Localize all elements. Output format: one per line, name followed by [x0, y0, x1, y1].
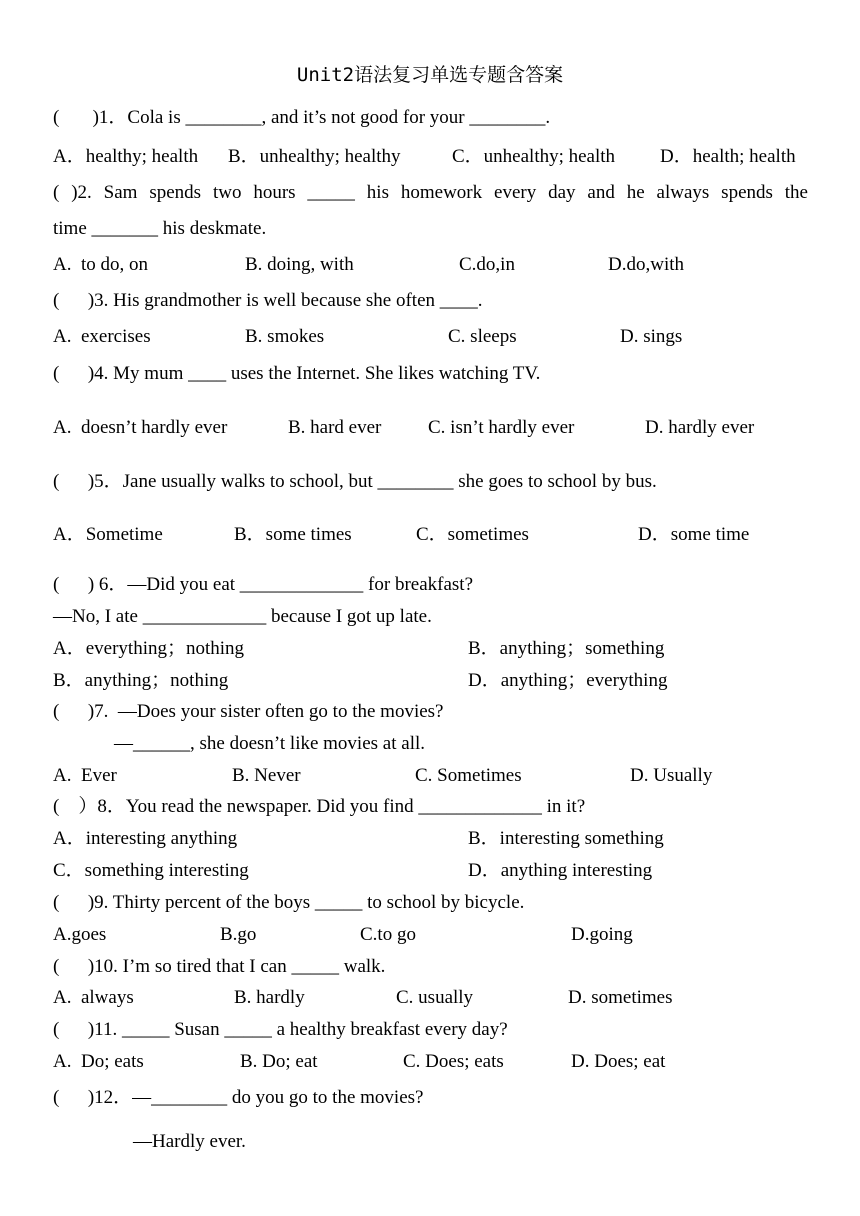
question-4-stem: ( )4. My mum ____ uses the Internet. She likes watching TV. [53, 363, 541, 384]
question-4-option-d: D. hardly ever [645, 417, 755, 438]
question-7-stem-line-2: —______, she doesn’t like movies at all. [114, 733, 425, 754]
question-4-option-b: B. hard ever [288, 417, 382, 438]
question-2-option-d: D.do,with [608, 254, 684, 275]
question-8-option-d: D．anything interesting [468, 860, 653, 881]
question-1-option-b: B．unhealthy; healthy [228, 146, 401, 167]
question-6-stem-line-2: —No, I ate _____________ because I got up late. [53, 606, 432, 627]
question-6-option-b: B．anything；something [468, 638, 665, 659]
question-9-option-b: B.go [220, 924, 257, 945]
question-2-option-c: C.do,in [459, 254, 515, 275]
question-9-stem: ( )9. Thirty percent of the boys _____ to school by bicycle. [53, 892, 525, 913]
question-7-option-c: C. Sometimes [415, 765, 522, 786]
question-8-option-c: C．something interesting [53, 860, 249, 881]
question-11-option-a: A. Do; eats [53, 1051, 144, 1072]
question-3-option-c: C. sleeps [448, 326, 517, 347]
question-11-option-d: D. Does; eat [571, 1051, 666, 1072]
question-4-option-a: A. doesn’t hardly ever [53, 417, 228, 438]
question-11-option-c: C. Does; eats [403, 1051, 504, 1072]
question-2-stem-line-2: time _______ his deskmate. [53, 218, 267, 239]
question-3-option-b: B. smokes [245, 326, 325, 347]
question-9-option-c: C.to go [360, 924, 416, 945]
question-9-option-a: A.goes [53, 924, 107, 945]
question-5-option-b: B．some times [234, 524, 352, 545]
question-9-option-d: D.going [571, 924, 633, 945]
question-4-option-c: C. isn’t hardly ever [428, 417, 575, 438]
question-7-stem-line-1: ( )7. —Does your sister often go to the movies? [53, 701, 444, 722]
question-1-option-c: C．unhealthy; health [452, 146, 616, 167]
question-8-stem: ( ）8．You read the newspaper. Did you find _____________ in it? [53, 796, 586, 817]
page-title: Unit2语法复习单选专题含答案 [296, 64, 564, 86]
question-5-option-a: A．Sometime [53, 524, 163, 545]
question-10-stem: ( )10. I’m so tired that I can _____ walk. [53, 956, 386, 977]
question-11-stem: ( )11. _____ Susan _____ a healthy breakfast every day? [53, 1019, 508, 1040]
question-5-stem: ( )5．Jane usually walks to school, but ________ she goes to school by bus. [53, 471, 657, 492]
question-2-option-a: A. to do, on [53, 254, 148, 275]
question-10-option-d: D. sometimes [568, 987, 673, 1008]
question-6-option-b-second: B．anything；nothing [53, 670, 229, 691]
question-10-option-b: B. hardly [234, 987, 305, 1008]
question-10-option-a: A. always [53, 987, 134, 1008]
question-5-option-c: C．sometimes [416, 524, 529, 545]
question-2-stem-line-1: ( )2. Sam spends two hours _____ his homework every day and he always spends the [53, 182, 808, 203]
question-7-option-d: D. Usually [630, 765, 713, 786]
question-8-option-a: A．interesting anything [53, 828, 238, 849]
question-12-stem-line-2: —Hardly ever. [133, 1131, 246, 1152]
question-6-stem-line-1: ( ) 6．—Did you eat _____________ for breakfast? [53, 574, 474, 595]
question-3-stem: ( )3. His grandmother is well because she often ____. [53, 290, 483, 311]
question-8-option-b: B．interesting something [468, 828, 664, 849]
question-2-option-b: B. doing, with [245, 254, 354, 275]
question-5-option-d: D．some time [638, 524, 750, 545]
question-6-option-a: A．everything；nothing [53, 638, 245, 659]
question-1-option-a: A．healthy; health [53, 146, 199, 167]
question-7-option-b: B. Never [232, 765, 301, 786]
question-10-option-c: C. usually [396, 987, 474, 1008]
question-7-option-a: A. Ever [53, 765, 117, 786]
question-11-option-b: B. Do; eat [240, 1051, 318, 1072]
question-1-stem: ( )1．Cola is ________, and it’s not good for your ________. [53, 107, 551, 128]
question-12-stem-line-1: ( )12．—________ do you go to the movies? [53, 1087, 424, 1108]
question-1-option-d: D．health; health [660, 146, 796, 167]
question-3-option-a: A. exercises [53, 326, 151, 347]
question-3-option-d: D. sings [620, 326, 683, 347]
question-6-option-d: D．anything；everything [468, 670, 668, 691]
